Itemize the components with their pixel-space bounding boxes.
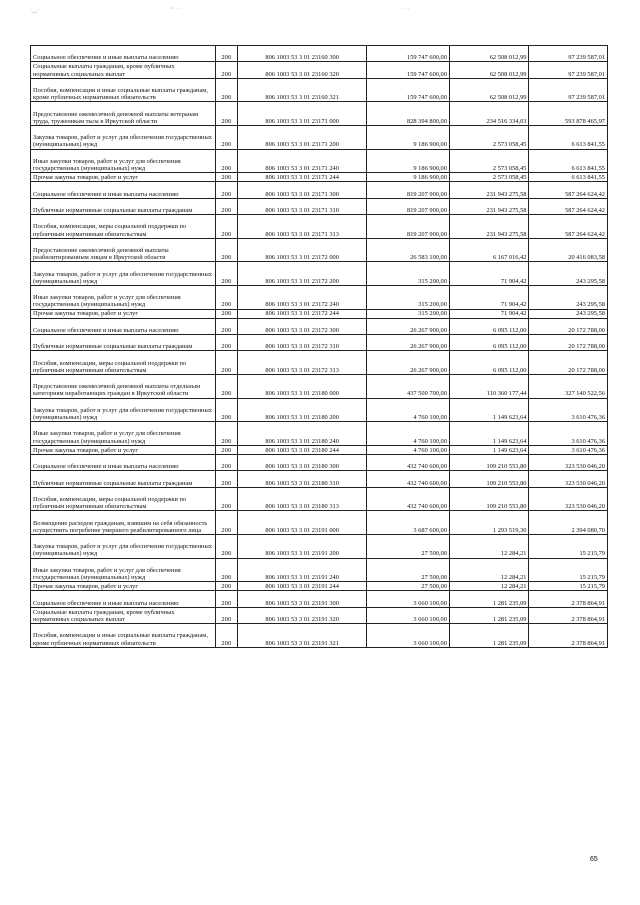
row-executed: 1 281 235,09	[449, 624, 529, 648]
row-executed: 1 149 623,64	[449, 422, 529, 446]
row-executed: 110 360 177,44	[449, 375, 529, 399]
row-code: 200	[215, 285, 237, 309]
row-name: Прочая закупка товаров, работ и услуг	[31, 309, 216, 318]
table-row	[31, 422, 608, 446]
row-executed: 1 281 235,09	[449, 607, 529, 623]
row-name: Предоставление ежемесячной денежной выплаты реабилитированным лицам в Иркутской области	[31, 238, 216, 262]
row-name: Пособия, компенсации, меры социальной поддержки по публичным нормативным обязательствам	[31, 351, 216, 375]
row-name: Социальные выплаты гражданам, кроме публичных нормативных социальных выплат	[31, 607, 216, 623]
row-approved: 3 660 100,00	[367, 607, 450, 623]
row-code: 200	[215, 309, 237, 318]
row-remaining: 243 295,58	[529, 309, 608, 318]
row-name: Социальное обеспечение и иные выплаты населению	[31, 455, 216, 471]
row-name: Социальное обеспечение и иные выплаты населению	[31, 318, 216, 334]
table-row	[31, 582, 608, 591]
table-row	[31, 335, 608, 351]
row-code: 200	[215, 262, 237, 286]
scan-artifact: ~ · ·	[170, 6, 181, 12]
table-row	[31, 471, 608, 487]
row-approved: 9 186 900,00	[367, 125, 450, 149]
row-remaining: 587 264 624,42	[529, 182, 608, 198]
row-kbk: 806 1003 53 3 01 23172 240	[237, 285, 366, 309]
row-executed: 1 149 623,64	[449, 398, 529, 422]
table-row	[31, 102, 608, 126]
row-approved: 315 200,00	[367, 262, 450, 286]
table-row	[31, 238, 608, 262]
table-row	[31, 125, 608, 149]
row-code: 200	[215, 487, 237, 511]
row-kbk: 806 1003 53 3 01 23180 244	[237, 445, 366, 454]
row-code: 200	[215, 78, 237, 102]
row-name: Предоставление ежемесячной денежной выплаты отдельным категориям неработающих граждан в Иркутской области	[31, 375, 216, 399]
row-kbk: 806 1003 53 3 01 23191 000	[237, 511, 366, 535]
table-row	[31, 318, 608, 334]
row-code: 200	[215, 46, 237, 62]
row-code: 200	[215, 471, 237, 487]
row-name: Социальное обеспечение и иные выплаты населению	[31, 591, 216, 607]
table-row	[31, 591, 608, 607]
row-remaining: 15 215,79	[529, 535, 608, 559]
row-kbk: 806 1003 53 3 01 23160 300	[237, 46, 366, 62]
row-executed: 12 284,21	[449, 582, 529, 591]
row-kbk: 806 1003 53 3 01 23171 300	[237, 182, 366, 198]
budget-table	[30, 45, 608, 648]
table-row	[31, 46, 608, 62]
row-kbk: 806 1003 53 3 01 23172 313	[237, 351, 366, 375]
row-approved: 26 583 100,00	[367, 238, 450, 262]
row-code: 200	[215, 351, 237, 375]
row-kbk: 806 1003 53 3 01 23171 200	[237, 125, 366, 149]
row-code: 200	[215, 455, 237, 471]
row-code: 200	[215, 445, 237, 454]
row-approved: 26 267 900,00	[367, 351, 450, 375]
row-remaining: 3 610 476,36	[529, 398, 608, 422]
row-name: Публичные нормативные социальные выплаты гражданам	[31, 198, 216, 214]
row-name: Пособия, компенсации, меры социальной поддержки по публичным нормативным обязательствам	[31, 487, 216, 511]
row-executed: 6 167 016,42	[449, 238, 529, 262]
page-number: 65	[590, 856, 598, 863]
row-name: Прочая закупка товаров, работ и услуг	[31, 445, 216, 454]
row-executed: 231 943 275,58	[449, 215, 529, 239]
row-kbk: 806 1003 53 3 01 23172 000	[237, 238, 366, 262]
row-name: Возмещение расходов гражданам, взявшим на себя обязанность осуществить погребение умершего реабилитированного лица	[31, 511, 216, 535]
row-remaining: 20 172 788,00	[529, 351, 608, 375]
row-executed: 6 095 112,00	[449, 351, 529, 375]
row-code: 200	[215, 582, 237, 591]
row-executed: 6 095 112,00	[449, 318, 529, 334]
row-name: Закупка товаров, работ и услуг для обеспечения государственных (муниципальных) нужд	[31, 125, 216, 149]
row-executed: 231 943 275,58	[449, 198, 529, 214]
row-executed: 1 149 623,64	[449, 445, 529, 454]
row-code: 200	[215, 238, 237, 262]
row-executed: 2 573 058,45	[449, 125, 529, 149]
row-name: Социальное обеспечение и иные выплаты населению	[31, 46, 216, 62]
row-approved: 26 267 900,00	[367, 335, 450, 351]
row-approved: 27 500,00	[367, 558, 450, 582]
row-remaining: 15 215,79	[529, 582, 608, 591]
row-code: 200	[215, 375, 237, 399]
row-remaining: 243 295,58	[529, 262, 608, 286]
row-executed: 1 293 519,30	[449, 511, 529, 535]
row-code: 200	[215, 149, 237, 173]
row-executed: 71 904,42	[449, 309, 529, 318]
row-approved: 9 186 900,00	[367, 173, 450, 182]
row-kbk: 806 1003 53 3 01 23191 200	[237, 535, 366, 559]
row-executed: 2 573 058,45	[449, 173, 529, 182]
row-remaining: 3 610 476,36	[529, 445, 608, 454]
row-name: Прочая закупка товаров, работ и услуг	[31, 582, 216, 591]
row-kbk: 806 1003 53 3 01 23172 244	[237, 309, 366, 318]
row-approved: 4 760 100,00	[367, 422, 450, 446]
row-executed: 62 508 012,99	[449, 62, 529, 78]
row-kbk: 806 1003 53 3 01 23180 000	[237, 375, 366, 399]
row-name: Пособия, компенсации, меры социальной поддержки по публичным нормативным обязательствам	[31, 215, 216, 239]
row-kbk: 806 1003 53 3 01 23160 321	[237, 78, 366, 102]
table-row	[31, 285, 608, 309]
row-approved: 3 687 600,00	[367, 511, 450, 535]
row-approved: 9 186 900,00	[367, 149, 450, 173]
row-approved: 315 200,00	[367, 285, 450, 309]
row-name: Иные закупки товаров, работ и услуг для обеспечения государственных (муниципальных) нужд	[31, 422, 216, 446]
row-code: 200	[215, 624, 237, 648]
row-kbk: 806 1003 53 3 01 23180 313	[237, 487, 366, 511]
table-row	[31, 149, 608, 173]
table-row	[31, 455, 608, 471]
row-kbk: 806 1003 53 3 01 23191 244	[237, 582, 366, 591]
row-name: Иные закупки товаров, работ и услуг для обеспечения государственных (муниципальных) нужд	[31, 149, 216, 173]
row-name: Социальное обеспечение и иные выплаты населению	[31, 182, 216, 198]
table-row	[31, 535, 608, 559]
row-name: Публичные нормативные социальные выплаты гражданам	[31, 471, 216, 487]
scan-artifact: · · ·	[400, 6, 410, 12]
row-executed: 234 516 334,03	[449, 102, 529, 126]
row-kbk: 806 1003 53 3 01 23172 310	[237, 335, 366, 351]
row-remaining: 2 378 864,91	[529, 624, 608, 648]
table-row	[31, 445, 608, 454]
row-executed: 2 573 058,45	[449, 149, 529, 173]
row-executed: 109 210 553,80	[449, 487, 529, 511]
row-remaining: 6 613 841,55	[529, 125, 608, 149]
row-kbk: 806 1003 53 3 01 23172 300	[237, 318, 366, 334]
row-remaining: 3 610 476,36	[529, 422, 608, 446]
budget-table-body	[31, 46, 608, 648]
row-kbk: 806 1003 53 3 01 23180 200	[237, 398, 366, 422]
table-row	[31, 182, 608, 198]
row-name: Иные закупки товаров, работ и услуг для обеспечения государственных (муниципальных) нужд	[31, 285, 216, 309]
row-code: 200	[215, 125, 237, 149]
row-approved: 159 747 600,00	[367, 46, 450, 62]
table-row	[31, 558, 608, 582]
row-name: Пособия, компенсации и иные социальные выплаты гражданам, кроме публичных нормативных обязательств	[31, 78, 216, 102]
row-code: 200	[215, 335, 237, 351]
row-kbk: 806 1003 53 3 01 23191 320	[237, 607, 366, 623]
row-approved: 819 207 900,00	[367, 215, 450, 239]
row-executed: 71 904,42	[449, 285, 529, 309]
row-name: Предоставление ежемесячной денежной выплаты ветеранам труда, труженикам тыла в Иркутской области	[31, 102, 216, 126]
row-executed: 62 508 012,99	[449, 46, 529, 62]
row-approved: 3 660 100,00	[367, 591, 450, 607]
row-name: Публичные нормативные социальные выплаты гражданам	[31, 335, 216, 351]
row-remaining: 15 215,79	[529, 558, 608, 582]
row-code: 200	[215, 511, 237, 535]
row-remaining: 2 378 864,91	[529, 607, 608, 623]
row-kbk: 806 1003 53 3 01 23171 313	[237, 215, 366, 239]
table-row	[31, 309, 608, 318]
row-approved: 437 500 700,00	[367, 375, 450, 399]
row-approved: 27 500,00	[367, 582, 450, 591]
row-name: Закупка товаров, работ и услуг для обеспечения государственных (муниципальных) нужд	[31, 398, 216, 422]
row-approved: 4 760 100,00	[367, 445, 450, 454]
row-remaining: 243 295,58	[529, 285, 608, 309]
row-approved: 26 267 900,00	[367, 318, 450, 334]
row-code: 200	[215, 318, 237, 334]
row-code: 200	[215, 182, 237, 198]
table-row	[31, 173, 608, 182]
row-approved: 4 760 100,00	[367, 398, 450, 422]
row-executed: 71 904,42	[449, 262, 529, 286]
row-executed: 6 095 112,00	[449, 335, 529, 351]
row-code: 200	[215, 102, 237, 126]
row-code: 200	[215, 398, 237, 422]
row-remaining: 593 878 465,97	[529, 102, 608, 126]
row-code: 200	[215, 591, 237, 607]
table-row	[31, 375, 608, 399]
row-remaining: 323 530 046,20	[529, 487, 608, 511]
row-code: 200	[215, 62, 237, 78]
row-remaining: 587 264 624,42	[529, 198, 608, 214]
row-name: Пособия, компенсации и иные социальные выплаты гражданам, кроме публичных нормативных обязательств	[31, 624, 216, 648]
table-row	[31, 262, 608, 286]
row-approved: 819 207 900,00	[367, 182, 450, 198]
row-code: 200	[215, 558, 237, 582]
row-remaining: 2 394 080,70	[529, 511, 608, 535]
row-code: 200	[215, 535, 237, 559]
row-remaining: 97 239 587,01	[529, 78, 608, 102]
row-kbk: 806 1003 53 3 01 23180 310	[237, 471, 366, 487]
row-remaining: 6 613 841,55	[529, 173, 608, 182]
row-approved: 432 740 600,00	[367, 487, 450, 511]
table-row	[31, 398, 608, 422]
row-remaining: 6 613 841,55	[529, 149, 608, 173]
row-approved: 828 394 800,00	[367, 102, 450, 126]
row-remaining: 2 378 864,91	[529, 591, 608, 607]
table-row	[31, 487, 608, 511]
row-approved: 159 747 600,00	[367, 62, 450, 78]
row-executed: 12 284,21	[449, 558, 529, 582]
row-code: 200	[215, 198, 237, 214]
row-kbk: 806 1003 53 3 01 23180 300	[237, 455, 366, 471]
row-kbk: 806 1003 53 3 01 23171 000	[237, 102, 366, 126]
table-row	[31, 62, 608, 78]
row-remaining: 323 530 046,20	[529, 471, 608, 487]
row-remaining: 587 264 624,42	[529, 215, 608, 239]
table-row	[31, 511, 608, 535]
row-approved: 27 500,00	[367, 535, 450, 559]
table-row	[31, 607, 608, 623]
row-code: 200	[215, 215, 237, 239]
row-approved: 819 207 900,00	[367, 198, 450, 214]
row-approved: 159 747 600,00	[367, 78, 450, 102]
row-kbk: 806 1003 53 3 01 23180 240	[237, 422, 366, 446]
table-row	[31, 78, 608, 102]
table-row	[31, 624, 608, 648]
row-executed: 62 508 012,99	[449, 78, 529, 102]
table-row	[31, 351, 608, 375]
row-remaining: 323 530 046,20	[529, 455, 608, 471]
row-code: 200	[215, 607, 237, 623]
row-remaining: 97 239 587,01	[529, 62, 608, 78]
row-kbk: 806 1003 53 3 01 23191 321	[237, 624, 366, 648]
row-kbk: 806 1003 53 3 01 23160 320	[237, 62, 366, 78]
row-kbk: 806 1003 53 3 01 23191 300	[237, 591, 366, 607]
row-kbk: 806 1003 53 3 01 23172 200	[237, 262, 366, 286]
row-approved: 432 740 600,00	[367, 455, 450, 471]
row-approved: 432 740 600,00	[367, 471, 450, 487]
table-row	[31, 198, 608, 214]
row-executed: 109 210 553,80	[449, 471, 529, 487]
row-remaining: 327 140 522,56	[529, 375, 608, 399]
row-name: Социальные выплаты гражданам, кроме публичных нормативных социальных выплат	[31, 62, 216, 78]
row-kbk: 806 1003 53 3 01 23171 240	[237, 149, 366, 173]
row-executed: 1 281 235,09	[449, 591, 529, 607]
row-remaining: 20 416 083,58	[529, 238, 608, 262]
row-executed: 109 210 553,80	[449, 455, 529, 471]
row-approved: 315 200,00	[367, 309, 450, 318]
row-remaining: 20 172 788,00	[529, 318, 608, 334]
row-approved: 3 660 100,00	[367, 624, 450, 648]
row-remaining: 97 239 587,01	[529, 46, 608, 62]
row-name: Закупка товаров, работ и услуг для обеспечения государственных (муниципальных) нужд	[31, 535, 216, 559]
row-name: Иные закупки товаров, работ и услуг для обеспечения государственных (муниципальных) нужд	[31, 558, 216, 582]
row-executed: 12 284,21	[449, 535, 529, 559]
row-name: Прочая закупка товаров, работ и услуг	[31, 173, 216, 182]
row-kbk: 806 1003 53 3 01 23171 244	[237, 173, 366, 182]
scan-artifact: ·‿·	[30, 7, 39, 13]
row-code: 200	[215, 422, 237, 446]
row-code: 200	[215, 173, 237, 182]
row-executed: 231 943 275,58	[449, 182, 529, 198]
row-kbk: 806 1003 53 3 01 23191 240	[237, 558, 366, 582]
table-row	[31, 215, 608, 239]
row-remaining: 20 172 788,00	[529, 335, 608, 351]
row-name: Закупка товаров, работ и услуг для обеспечения государственных (муниципальных) нужд	[31, 262, 216, 286]
row-kbk: 806 1003 53 3 01 23171 310	[237, 198, 366, 214]
